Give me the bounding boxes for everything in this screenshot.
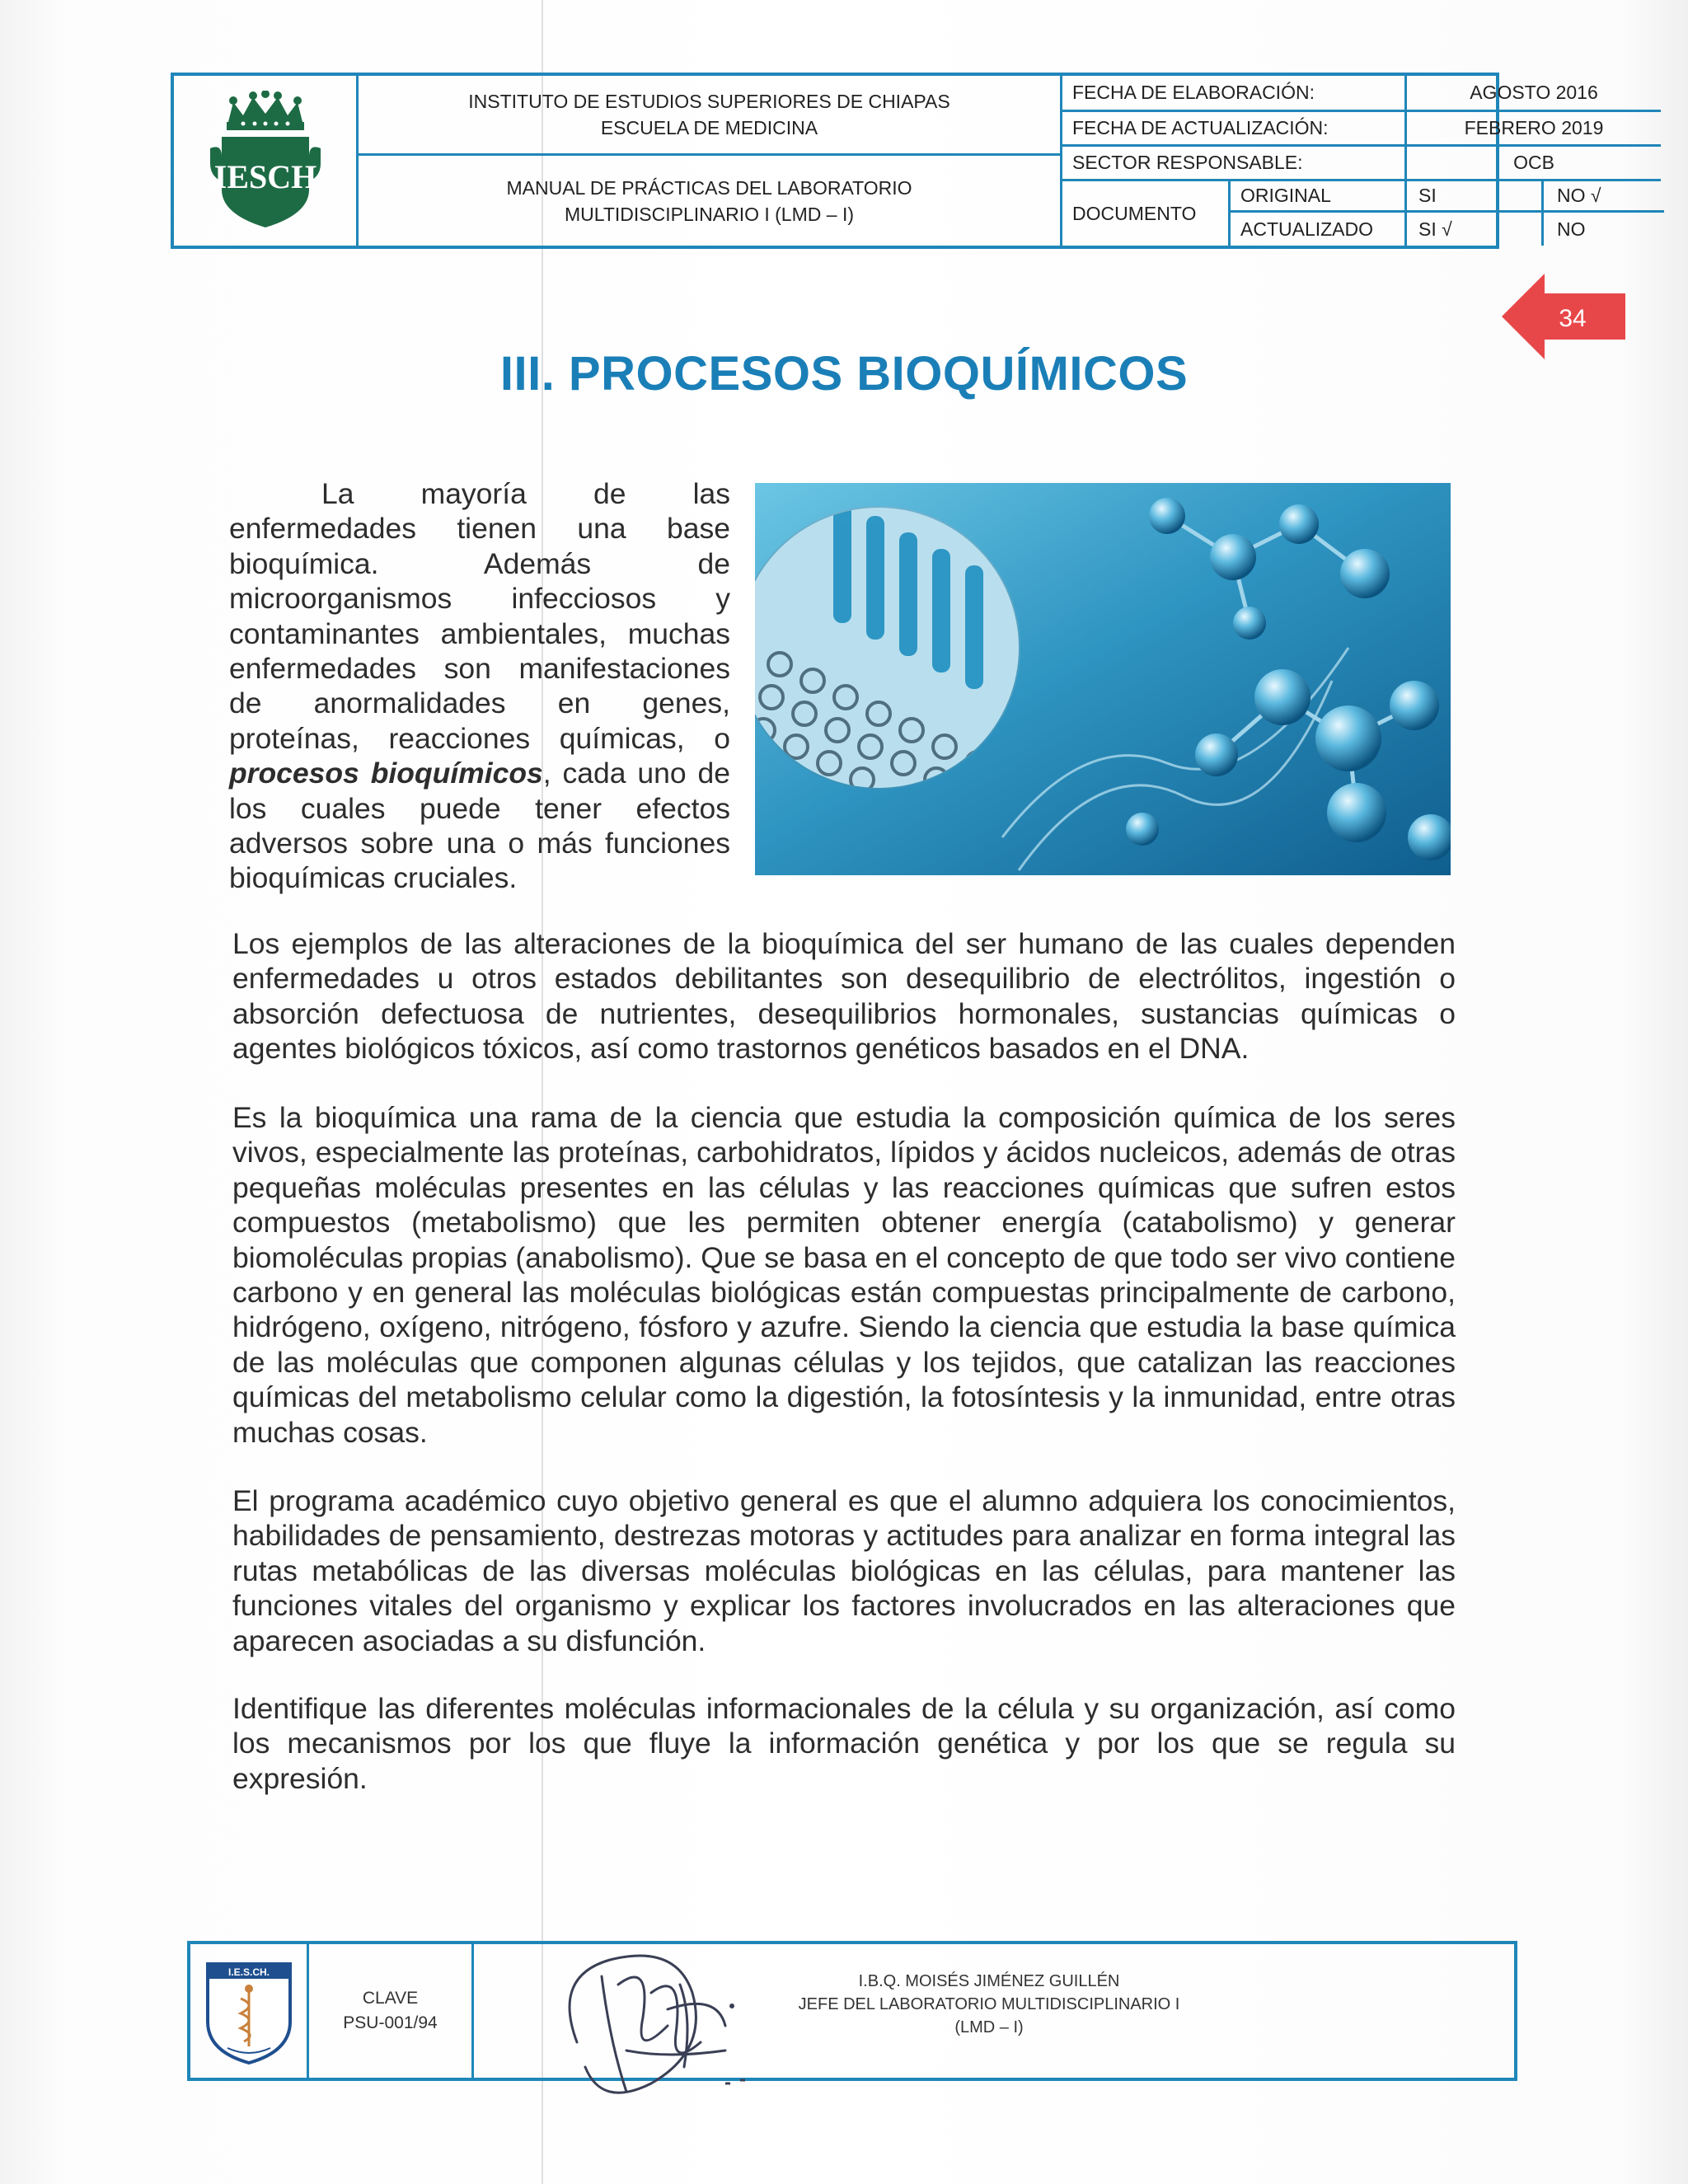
paragraph-2: Es la bioquímica una rama de la ciencia que estudia la composición química de los seres vivos, especialmente las proteínas, carbohidratos, lípidos y ácidos nucleicos, además de otras pequeñas moléculas presentes en las células y las reacciones químicas que sufren estos compuestos (metabolismo) que les permiten obtener energía (catabolismo) y generar biomoléculas propias (anabolismo). Que se basa en el concepto de que todo ser vivo contiene carbono y en general las moléculas biológicas están compuestas principalmente de carbono, hidrógeno, oxígeno, nitrógeno, fósforo y azufre. Siendo la ciencia que estudia la base química de las moléculas que componen algunas células y los tejidos, que catalizan las reacciones químicas del metabolismo celular como la digestión, la fotosíntesis y la inmunidad, entre otras muchas cosas. [232, 1101, 1456, 1449]
school-name: ESCUELA DE MEDICINA [600, 117, 818, 138]
institute-name: INSTITUTO DE ESTUDIOS SUPERIORES DE CHIAPAS [468, 91, 950, 112]
intro-paragraph [229, 476, 730, 896]
paragraph-3: El programa académico cuyo objetivo general es que el alumno adquiera los conocimientos, habilidades de pensamiento, destrezas motoras y actitudes para analizar en forma integral las rutas metabólicas de las diversas moléculas biológicas en las células, para mantener las funciones vitales del organismo y explicar los factores involucrados en las alteraciones que aparecen asociadas a su disfunción. [232, 1484, 1456, 1657]
institute-cell [359, 76, 1062, 156]
fecha-actualizacion-label: FECHA DE ACTUALIZACIÓN: [1062, 112, 1407, 147]
paragraph-4: Identifique las diferentes moléculas informacionales de la célula y su organización, así como los mecanismos por los que fluye la información genética y por los que se regula su expresión. [232, 1692, 1456, 1795]
responsible-role-abbrev: (LMD – I) [954, 2018, 1024, 2036]
molecule-lab-illustration [755, 483, 1451, 875]
manual-title-line2: MULTIDISCIPLINARIO I (LMD – I) [564, 203, 854, 225]
sector-label: SECTOR RESPONSABLE: [1062, 147, 1407, 181]
fecha-elaboracion-label: FECHA DE ELABORACIÓN: [1062, 76, 1407, 112]
sector-value: OCB [1407, 147, 1661, 181]
manual-title-line1: MANUAL DE PRÁCTICAS DEL LABORATORIO [506, 176, 912, 199]
intro-text-before: La mayoría de las enfermedades tienen una base bioquímica. Además de microorganismos infecciosos y contaminantes ambientales, muchas enfermedades son manifestaciones de anormalidades en genes, proteínas, reacciones químicas, o [229, 477, 730, 755]
scan-fold-line [542, 0, 543, 2184]
responsible-name: I.B.Q. MOISÉS JIMÉNEZ GUILLÉN [858, 1972, 1120, 1990]
actualizado-label: ACTUALIZADO [1231, 213, 1407, 246]
actualizado-no: NO [1557, 218, 1586, 240]
clave-cell [309, 1944, 474, 2078]
responsible-block [791, 1970, 1187, 2039]
intro-emphasis: procesos bioquímicos [229, 757, 543, 790]
page-number: 34 [1559, 305, 1587, 332]
paragraph-1: Los ejemplos de las alteraciones de la bioquímica del ser humano de las cuales dependen enfermedades u otros estados debilitantes son desequilibrio de electrólitos, ingestión o absorción defectuosa de nutrientes, desequilibrios hormonales, sustancias químicas o agentes biológicos tóxicos, así como trastornos genéticos basados en el DNA. [232, 927, 1456, 1066]
seal-cell [190, 1944, 309, 2078]
clave-value: PSU-001/94 [343, 2013, 438, 2032]
clave-label: CLAVE [362, 1989, 419, 2008]
actualizado-si: SI √ [1407, 213, 1544, 246]
iesch-logo-icon [204, 91, 327, 231]
manual-cell [359, 156, 1062, 246]
original-label: ORIGINAL [1231, 181, 1407, 213]
iesch-seal-icon [203, 1956, 295, 2066]
biochemistry-photo [755, 483, 1451, 875]
fecha-actualizacion-value: FEBRERO 2019 [1407, 112, 1661, 147]
original-si: SI [1407, 181, 1544, 213]
svg-text:I.E.S.CH.: I.E.S.CH. [227, 1966, 270, 1978]
intro-text-after: , cada uno de los cuales puede tener efectos adversos sobre una o más funciones bioquímicas cruciales. [229, 757, 730, 895]
fecha-elaboracion-value: AGOSTO 2016 [1407, 76, 1661, 112]
responsible-role: JEFE DEL LABORATORIO MULTIDISCIPLINARIO I [798, 1995, 1180, 2013]
original-no: NO √ [1544, 181, 1664, 213]
logo-cell [174, 76, 359, 246]
svg-text:IESCH: IESCH [213, 158, 316, 195]
section-title: III. PROCESOS BIOQUÍMICOS [499, 347, 1189, 401]
documento-label: DOCUMENTO [1062, 181, 1231, 246]
header-table [171, 73, 1604, 249]
signature-icon [528, 1927, 775, 2116]
